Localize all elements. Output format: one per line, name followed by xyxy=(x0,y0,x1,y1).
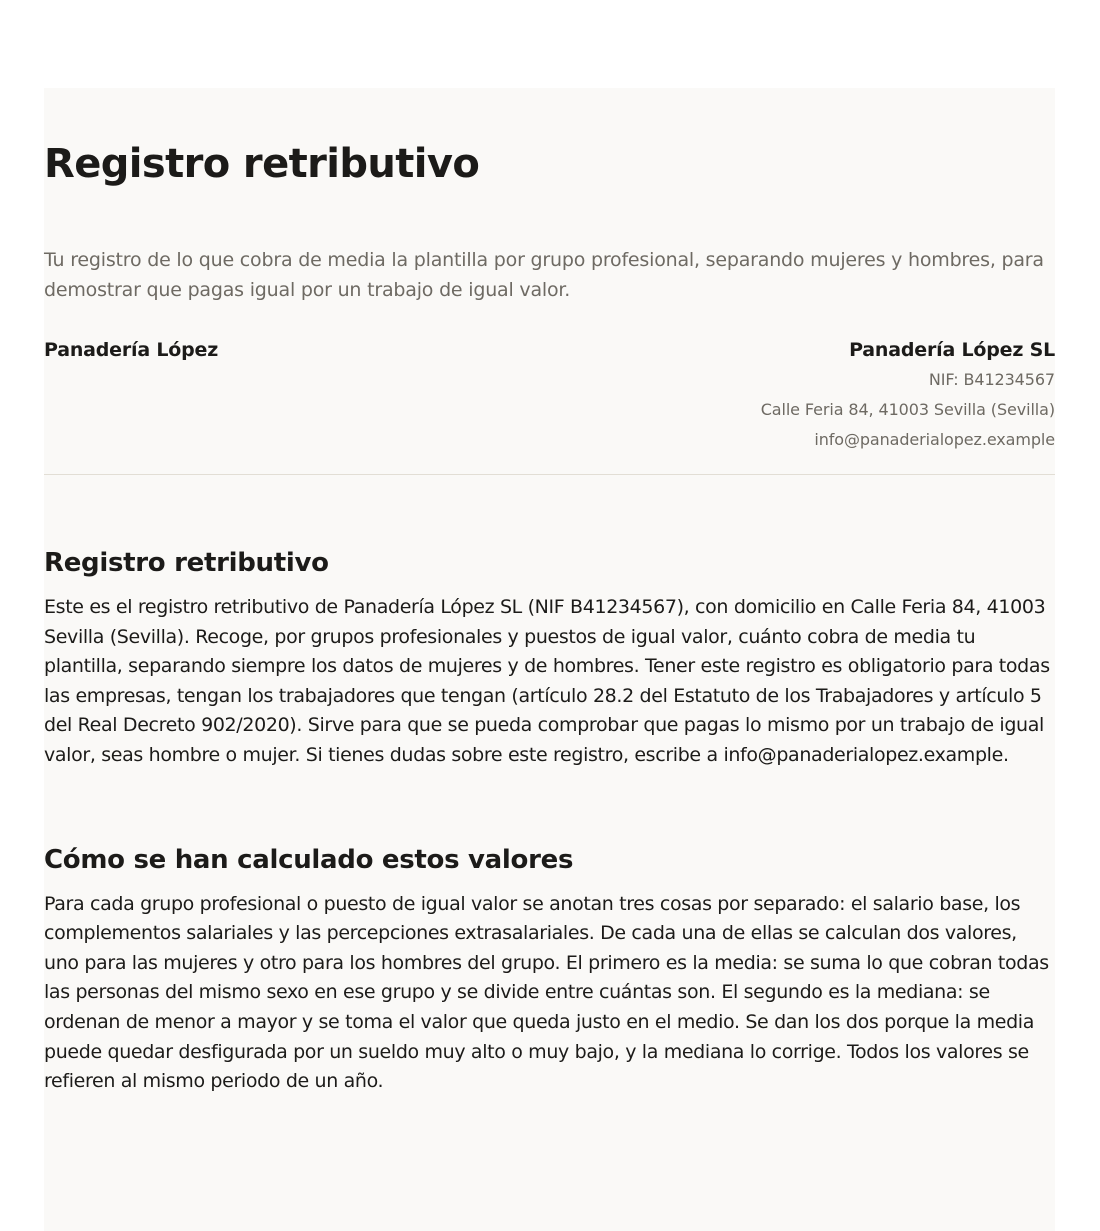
company-address: Calle Feria 84, 41003 Sevilla (Sevilla) xyxy=(760,400,1055,419)
company-nif: NIF: B41234567 xyxy=(928,370,1055,389)
section-body: Para cada grupo profesional o puesto de igual valor se anotan tres cosas por separado: el salario base, los complementos salariales y las percepciones extrasalariales. De cada una de ellas se calculan dos valores, uno para las mujeres y otro para los hombres del grupo. El primero es la media: se suma lo que cobran todas las personas del mismo sexo en ese grupo y se divide entre cuántas son. El segundo es la mediana: se ordenan de menor a mayor y se toma el valor que queda justo en el medio. Se dan los dos porque la media puede quedar desfigurada por un sueldo muy alto o muy bajo, y la mediana lo corrige. Todos los valores se refieren al mismo periodo de un año. xyxy=(44,892,1049,1093)
company-details xyxy=(761,333,1055,455)
section-heading: Cómo se han calculado estos valores xyxy=(44,844,574,875)
page-title: Registro retributivo xyxy=(44,141,480,187)
company-legal-name: Panadería López SL xyxy=(849,339,1055,361)
company-email: info@panaderialopez.example xyxy=(814,430,1055,449)
section-heading: Registro retributivo xyxy=(44,548,329,578)
document-meta xyxy=(44,333,1055,455)
page-subtitle: Tu registro de lo que cobra de media la plantilla por grupo profesional, separando mujeres y hombres, para demostrar que pagas igual por un trabajo de igual valor. xyxy=(44,249,1044,301)
section-calculo xyxy=(44,771,1055,1097)
section-body: Este es el registro retributivo de Panadería López SL (NIF B41234567), con domicilio en Calle Feria 84, 41003 Sevilla (Sevilla). Recoge, por grupos profesionales y puestos de igual valor, cuánto cobra de media tu plantilla, separando siempre los datos de mujeres y de hombres. Tener este registro es obligatorio para todas las empresas, tengan los trabajadores que tengan (artículo 28.2 del Estatuto de los Trabajadores y artículo 5 del Real Decreto 902/2020). Sirve para que se pueda comprobar que pagas lo mismo por un trabajo de igual valor, seas hombre o mujer. Si tienes dudas sobre este registro, escribe a info@panaderialopez.example. xyxy=(44,596,1050,766)
document-page xyxy=(44,88,1055,1231)
section-registro xyxy=(44,475,1055,771)
brand-name: Panadería López xyxy=(44,339,219,361)
